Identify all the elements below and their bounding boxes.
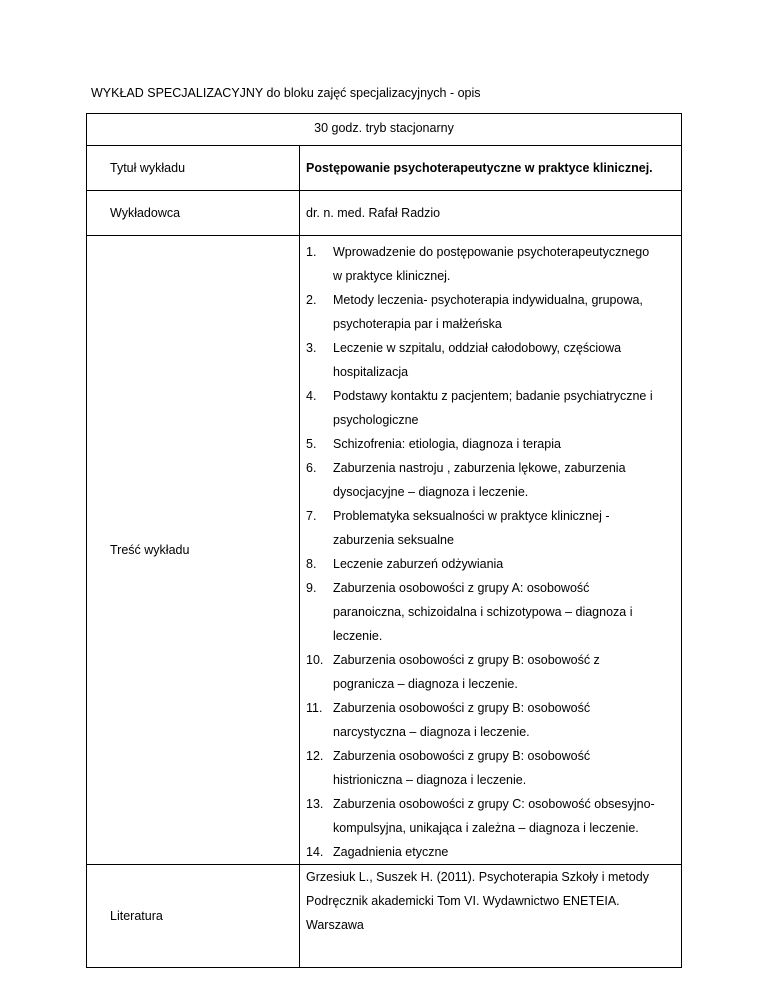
literature-line: Podręcznik akademicki Tom VI. Wydawnictwo ENETEIA. xyxy=(306,894,620,908)
list-item-number: 12. xyxy=(306,749,324,763)
list-item-number: 9. xyxy=(306,581,317,595)
list-item-line: kompulsyjna, unikająca i zależna – diagnoza i leczenie. xyxy=(333,821,639,835)
literature-row xyxy=(87,865,682,968)
content-list-item xyxy=(300,576,681,648)
list-item-line: psychoterapia par i małżeńska xyxy=(333,317,502,331)
list-item-line: Schizofrenia: etiologia, diagnoza i terapia xyxy=(333,437,561,451)
list-item-number: 6. xyxy=(306,461,317,475)
title-value: Postępowanie psychoterapeutyczne w praktyce klinicznej. xyxy=(300,146,682,191)
list-item-number: 3. xyxy=(306,341,317,355)
list-item-text xyxy=(333,240,681,288)
literature-line: Warszawa xyxy=(306,918,364,932)
mode-row xyxy=(87,114,682,146)
list-item-text xyxy=(333,840,681,864)
lecturer-value: dr. n. med. Rafał Radzio xyxy=(300,191,682,236)
list-item-line: Metody leczenia- psychoterapia indywidualna, grupowa, xyxy=(333,293,643,307)
list-item-line: pogranicza – diagnoza i leczenie. xyxy=(333,677,518,691)
list-item-line: Zaburzenia osobowości z grupy C: osobowość obsesyjno- xyxy=(333,797,655,811)
content-list-item xyxy=(300,240,681,288)
content-row xyxy=(87,236,682,865)
list-item-line: narcystyczna – diagnoza i leczenie. xyxy=(333,725,530,739)
list-item-line: Problematyka seksualności w praktyce klinicznej - xyxy=(333,509,610,523)
list-item-number: 11. xyxy=(306,701,323,715)
list-item-line: Zaburzenia osobowości z grupy B: osobowość xyxy=(333,701,591,715)
list-item-line: zaburzenia seksualne xyxy=(333,533,454,547)
title-label: Tytuł wykładu xyxy=(87,146,300,191)
title-row xyxy=(87,146,682,191)
list-item-number: 13. xyxy=(306,797,324,811)
list-item-line: paranoiczna, schizoidalna i schizotypowa – diagnoza i xyxy=(333,605,633,619)
content-list-item xyxy=(300,792,681,840)
content-list xyxy=(300,236,681,864)
list-item-line: leczenie. xyxy=(333,629,383,643)
mode-cell: 30 godz. tryb stacjonarny xyxy=(87,114,682,146)
lecture-description-table xyxy=(86,113,682,968)
list-item-number: 2. xyxy=(306,293,317,307)
literature-line: Grzesiuk L., Suszek H. (2011). Psychoterapia Szkoły i metody xyxy=(306,870,649,884)
list-item-text xyxy=(333,792,681,840)
content-list-item xyxy=(300,336,681,384)
lecturer-label: Wykładowca xyxy=(87,191,300,236)
list-item-number: 5. xyxy=(306,437,317,451)
list-item-text xyxy=(333,432,681,456)
content-list-item xyxy=(300,288,681,336)
list-item-line: hospitalizacja xyxy=(333,365,409,379)
content-label: Treść wykładu xyxy=(87,236,300,865)
list-item-line: Zaburzenia osobowości z grupy B: osobowość xyxy=(333,749,591,763)
list-item-text xyxy=(333,576,681,648)
list-item-text xyxy=(333,696,681,744)
content-cell xyxy=(300,236,682,865)
list-item-number: 14. xyxy=(306,845,324,859)
list-item-text xyxy=(333,648,681,696)
content-list-item xyxy=(300,744,681,792)
list-item-text xyxy=(333,336,681,384)
content-list-item xyxy=(300,504,681,552)
literature-label: Literatura xyxy=(87,865,300,968)
list-item-line: Wprowadzenie do postępowanie psychoterapeutycznego xyxy=(333,245,650,259)
list-item-text xyxy=(333,504,681,552)
content-list-item xyxy=(300,432,681,456)
content-list-item xyxy=(300,384,681,432)
list-item-text xyxy=(333,384,681,432)
lecturer-row xyxy=(87,191,682,236)
list-item-number: 1. xyxy=(306,245,317,259)
content-list-item xyxy=(300,696,681,744)
content-list-item xyxy=(300,840,681,864)
list-item-line: w praktyce klinicznej. xyxy=(333,269,451,283)
list-item-line: Zaburzenia osobowości z grupy A: osobowość xyxy=(333,581,590,595)
list-item-number: 10. xyxy=(306,653,324,667)
content-list-item xyxy=(300,552,681,576)
list-item-number: 4. xyxy=(306,389,317,403)
literature-value xyxy=(300,865,682,968)
list-item-line: Zaburzenia osobowości z grupy B: osobowość z xyxy=(333,653,600,667)
content-list-item xyxy=(300,648,681,696)
list-item-line: psychologiczne xyxy=(333,413,419,427)
list-item-line: Zagadnienia etyczne xyxy=(333,845,449,859)
content-list-item xyxy=(300,456,681,504)
list-item-number: 7. xyxy=(306,509,317,523)
document-heading: WYKŁAD SPECJALIZACYJNY do bloku zajęć specjalizacyjnych - opis xyxy=(91,86,481,100)
list-item-text xyxy=(333,552,681,576)
list-item-text xyxy=(333,744,681,792)
list-item-line: dysocjacyjne – diagnoza i leczenie. xyxy=(333,485,529,499)
list-item-line: histrioniczna – diagnoza i leczenie. xyxy=(333,773,527,787)
list-item-text xyxy=(333,288,681,336)
list-item-line: Leczenie w szpitalu, oddział całodobowy, częściowa xyxy=(333,341,622,355)
list-item-line: Leczenie zaburzeń odżywiania xyxy=(333,557,504,571)
list-item-text xyxy=(333,456,681,504)
list-item-line: Zaburzenia nastroju , zaburzenia lękowe, zaburzenia xyxy=(333,461,626,475)
list-item-line: Podstawy kontaktu z pacjentem; badanie psychiatryczne i xyxy=(333,389,653,403)
list-item-number: 8. xyxy=(306,557,317,571)
